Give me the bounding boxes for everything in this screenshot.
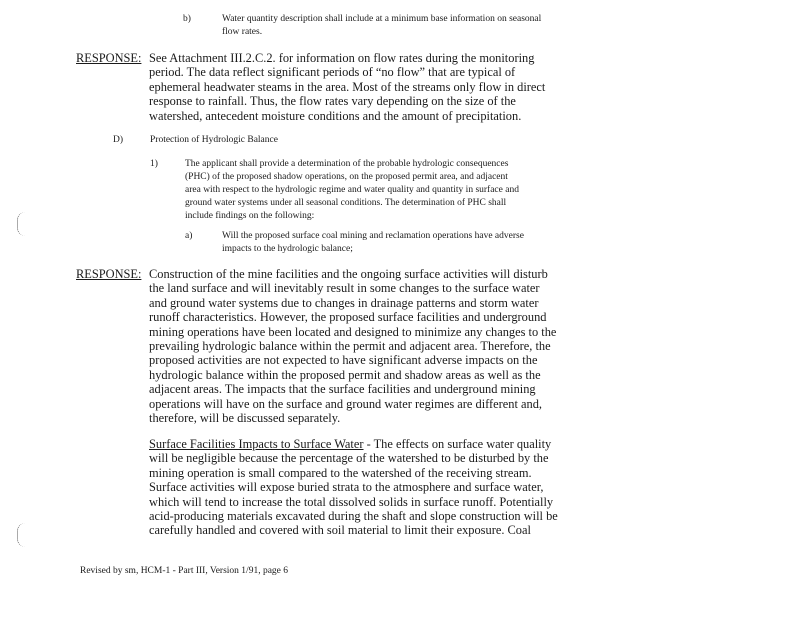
text-line: adjacent areas. The impacts that the surface facilities and underground mining [149,382,536,397]
text-line: prevailing hydrologic balance within the permit and adjacent area. Therefore, the [149,339,551,354]
text-line: therefore, will be discussed separately. [149,411,341,426]
item-1-body [185,158,519,223]
section-d-marker: D) [113,135,124,145]
text-line: area with respect to the hydrologic regime and water quality and quantity in surface and [185,185,519,195]
text-line: watershed, antecedent moisture conditions and the amount of precipitation. [149,108,522,123]
item-b-marker: b) [183,14,191,24]
text-line: The applicant shall provide a determination of the probable hydrologic consequences [185,159,509,169]
section-heading: Surface Facilities Impacts to Surface Water [149,437,364,451]
text-line: runoff characteristics. However, the proposed surface facilities and underground [149,310,547,325]
text-line: (PHC) of the proposed shadow operations, on the proposed permit area, and adjacent [185,172,508,182]
text-line: will be negligible because the percentage of the watershed to be disturbed by the [149,451,549,466]
text-line: and ground water systems due to changes in drainage patterns and storm water [149,295,539,310]
text-line: the land surface and will inevitably result in some changes to the surface water [149,281,540,296]
text-line: Surface activities will expose buried strata to the atmosphere and surface water, [149,480,544,495]
item-1-marker: 1) [150,159,158,169]
response-label: RESPONSE: [76,51,142,65]
item-a-body [222,230,524,256]
page-footer: Revised by sm, HCM-1 - Part III, Version 1/91, page 6 [80,566,289,576]
item-b-text: Water quantity description shall include at a minimum base information on seasonal flow rates. [222,14,542,37]
text-line: ephemeral headwater steams in the area. Most of the streams only flow in direct [149,79,546,94]
text-line: impacts to the hydrologic balance; [222,244,353,254]
surface-water-paragraph [149,437,558,538]
text-line: operations will have on the surface and ground water regimes are different and, [149,396,543,411]
text-line: which will tend to increase the total dissolved solids in surface runoff. Potentially [149,494,554,509]
text-line: ground water systems under all seasonal conditions. The determination of PHC shall [185,198,507,208]
text-line [149,437,558,451]
text-line: Construction of the mine facilities and the ongoing surface activities will disturb [149,267,548,281]
response-1-body [149,51,545,123]
response-2-body [149,267,556,425]
heading-continuation: - The effects on surface water quality [363,437,552,451]
text-line: acid-producing materials excavated during the shaft and slope construction will be [149,509,558,524]
response-label: RESPONSE: [76,267,142,281]
text-line: include findings on the following: [185,211,315,221]
text-line: See Attachment III.2.C.2. for information on flow rates during the monitoring [149,51,535,65]
text-line: proposed activities are not expected to have significant adverse impacts on the [149,353,538,368]
text-line: response to rainfall. Thus, the flow rates vary depending on the size of the [149,94,516,109]
text-line: carefully handled and covered with soil material to limit their exposure. Coal [149,523,531,538]
binder-hole-mark [17,523,28,547]
text-line: mining operation is small compared to the watershed of the receiving stream. [149,465,532,480]
text-line: period. The data reflect significant periods of “no flow” that are typical of [149,65,516,80]
text-line: mining operations have been located and designed to minimize any changes to the [149,324,557,339]
item-a-marker: a) [185,231,193,241]
text-line: hydrologic balance within the proposed permit and shadow areas as well as the [149,367,541,382]
text-line: Will the proposed surface coal mining and reclamation operations have adverse [222,231,524,241]
binder-hole-mark [17,212,28,236]
section-d-heading: Protection of Hydrologic Balance [150,135,278,145]
